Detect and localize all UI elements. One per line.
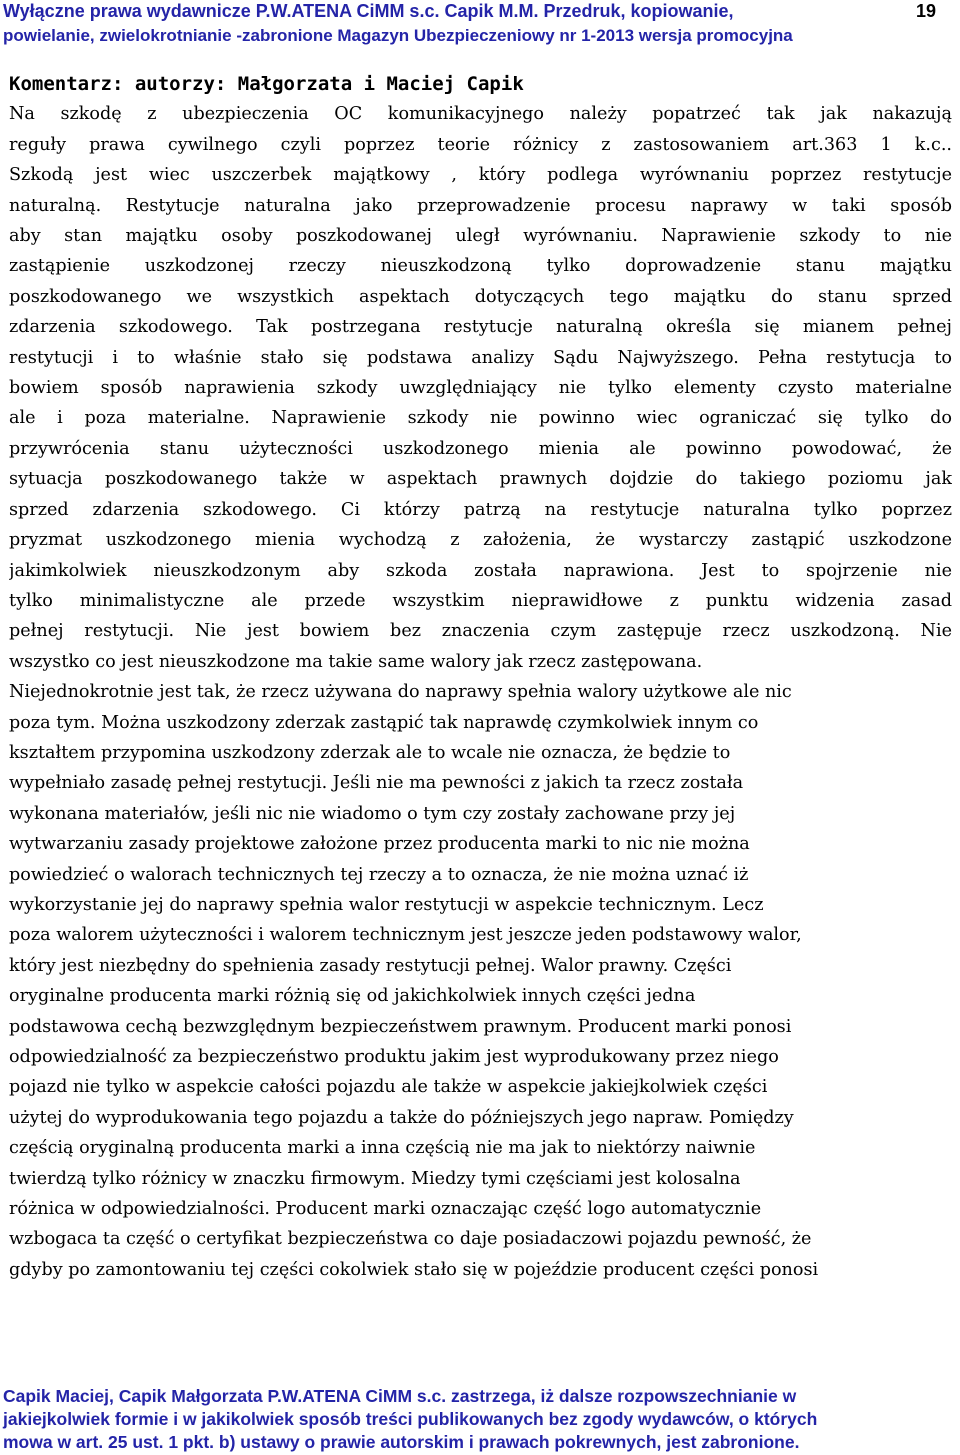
text-line: Niejednokrotnie jest tak, że rzecz używana do naprawy spełnia walory użytkowe ale nic (9, 682, 792, 703)
text-line: gdyby po zamontowaniu tej części cokolwiek stało się w pojeździe producent części ponosi (9, 1259, 819, 1280)
footer-notice-line-2: jakiejkolwiek formie i w jakikolwiek sposób treści publikowanych bez zgody wydawców, o których (3, 1409, 818, 1429)
text-line: ale i poza materialne. Naprawienie szkody nie powinno wiec ograniczać się tylko do (9, 408, 952, 429)
text-line: aby stan majątku osoby poszkodowanej uległ wyrównaniu. Naprawienie szkody to nie (9, 226, 952, 247)
text-line: poza tym. Można uszkodzony zderzak zastąpić tak naprawdę czymkolwiek innym co (9, 712, 759, 733)
comment-heading: Komentarz: autorzy: Małgorzata i Maciej Capik (9, 73, 524, 95)
text-line: użytej do wyprodukowania tego pojazdu a także do późniejszych jego napraw. Pomiędzy (9, 1107, 794, 1128)
text-line: sytuacja poszkodowanego także w aspektach prawnych dojdzie do takiego poziomu jak (9, 469, 952, 490)
text-line: różnica w odpowiedzialności. Producent marki oznaczając część logo automatycznie (9, 1199, 762, 1220)
text-line: jakimkolwiek nieuszkodzonym aby szkoda została naprawiona. Jest to spojrzenie nie (9, 560, 952, 581)
text-line: tylko minimalistyczne ale przede wszystkim nieprawidłowe z punktu widzenia zasad (9, 590, 952, 611)
text-line: zdarzenia szkodowego. Tak postrzegana restytucje naturalną określa się mianem pełnej (9, 317, 952, 338)
text-line: wypełniało zasadę pełnej restytucji. Jeśli nie ma pewności z jakich ta rzecz została (9, 773, 744, 794)
page-footer (3, 1385, 953, 1454)
text-line: zastąpienie uszkodzonej rzeczy nieuszkodzoną tylko doprowadzenie stanu majątku (9, 256, 952, 277)
text-line: pełnej restytucji. Nie jest bowiem bez znaczenia czym zastępuje rzecz uszkodzoną. Nie (9, 621, 952, 642)
text-line: naturalną. Restytucje naturalna jako przeprowadzenie procesu naprawy w taki sposób (9, 195, 952, 216)
text-line: wytwarzaniu zasady projektowe założone przez producenta marki to nic nie można (9, 834, 750, 855)
text-line: wykorzystanie jej do naprawy spełnia walor restytucji w aspekcie technicznym. Lecz (9, 894, 764, 915)
text-line: przywrócenia stanu użyteczności uszkodzonego mienia ale powinno powodować, że (9, 438, 952, 459)
text-line: częścią oryginalną producenta marki a inna częścią nie ma jak to niektórzy naiwnie (9, 1138, 756, 1159)
text-line: sprzed zdarzenia szkodowego. Ci którzy patrzą na restytucje naturalna tylko poprzez (9, 499, 952, 520)
text-line: poza walorem użyteczności i walorem technicznym jest jeszcze jeden podstawowy walor, (9, 925, 802, 946)
text-line: odpowiedzialność za bezpieczeństwo produktu jakim jest wyprodukowany przez niego (9, 1047, 779, 1067)
text-line: reguły prawa cywilnego czyli poprzez teorie różnicy z zastosowaniem art.363 1 k.c.. (9, 134, 952, 155)
text-line: pryzmat uszkodzonego mienia wychodzą z założenia, że wystarczy zastąpić uszkodzone (9, 530, 952, 551)
copyright-notice-line-1: Wyłączne prawa wydawnicze P.W.ATENA CiMM s.c. Capik M.M. Przedruk, kopiowanie, (3, 1, 734, 21)
text-line: kształtem przypomina uszkodzony zderzak ale to wcale nie oznacza, że będzie to (9, 742, 731, 763)
text-line: bowiem sposób naprawienia szkody uwzględniający nie tylko elementy czysto materialne (9, 378, 952, 399)
text-line: twierdzą tylko różnicy w znaczku firmowym. Miedzy tymi częściami jest kolosalna (9, 1168, 741, 1189)
article-paragraph (9, 99, 952, 1285)
text-line: powiedzieć o walorach technicznych tej rzeczy a to oznacza, że nie można uznać iż (9, 864, 749, 885)
text-line: wykonana materiałów, jeśli nic nie wiadomo o tym czy zostały zachowane przy jej (9, 803, 736, 824)
page-header (0, 0, 960, 50)
text-line: poszkodowanego we wszystkich aspektach dotyczących tego majątku do stanu sprzed (9, 286, 952, 307)
text-line: który jest niezbędny do spełnienia zasady restytucji pełnej. Walor prawny. Części (9, 955, 732, 976)
text-line: restytucji i to właśnie stało się podstawa analizy Sądu Najwyższego. Pełna restytucja to (9, 347, 952, 368)
text-line: wszystko co jest nieuszkodzone ma takie same walory jak rzecz zastępowana. (9, 651, 703, 672)
page-number: 19 (915, 1, 936, 21)
text-line: podstawowa cechą bezwzględnym bezpieczeństwem prawnym. Producent marki ponosi (9, 1016, 792, 1037)
footer-notice-line-3: mowa w art. 25 ust. 1 pkt. b) ustawy o prawie autorskim i prawach pokrewnych, jest zabronione. (3, 1432, 800, 1452)
text-line: Szkodą jest wiec uszczerbek majątkowy , który podlega wyrównaniu poprzez restytucje (9, 165, 952, 186)
text-line: oryginalne producenta marki różnią się od jakichkolwiek innych części jedna (9, 986, 696, 1007)
text-line: Na szkodę z ubezpieczenia OC komunikacyjnego należy popatrzeć tak jak nakazują (9, 104, 952, 125)
text-line: pojazd nie tylko w aspekcie całości pojazdu ale także w aspekcie jakiejkolwiek części (9, 1077, 768, 1098)
footer-notice-line-1: Capik Maciej, Capik Małgorzata P.W.ATENA CiMM s.c. zastrzega, iż dalsze rozpowszechnianie w (3, 1386, 797, 1406)
text-line: wzbogaca ta część o certyfikat bezpieczeństwa co daje posiadaczowi pojazdu pewność, że (9, 1229, 812, 1250)
copyright-notice-line-2: powielanie, zwielokrotnianie -zabronione Magazyn Ubezpieczeniowy nr 1-2013 wersja promocyjna (3, 26, 793, 45)
article-body (9, 69, 952, 1285)
